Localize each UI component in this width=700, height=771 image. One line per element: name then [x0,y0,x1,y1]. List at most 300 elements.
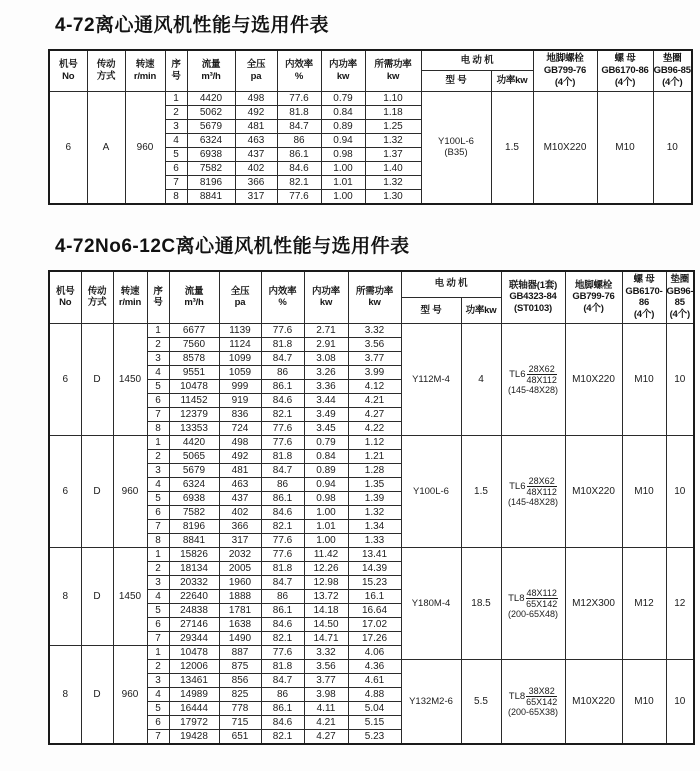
flow-rate: 5062 [187,105,235,119]
efficiency: 84.6 [261,506,304,520]
efficiency: 84.7 [277,119,321,133]
flow-rate: 20332 [169,576,219,590]
table-row [49,91,692,105]
coupler-spec [503,686,564,708]
efficiency: 82.1 [261,408,304,422]
cell-line: 流量 [201,58,221,70]
seq-no: 1 [147,646,169,660]
flow-rate: 16444 [169,702,219,716]
total-pressure: 437 [235,147,277,161]
speed: 1450 [113,548,147,646]
required-power: 4.61 [348,674,401,688]
flow-rate: 6677 [169,324,219,338]
header-cell [533,50,597,91]
drive-mode: A [87,91,125,204]
coupler [501,660,565,745]
total-pressure: 1960 [219,576,261,590]
internal-power: 11.42 [304,548,348,562]
cell-line: 序 [153,285,163,297]
seq-no: 6 [165,161,187,175]
flow-rate: 11452 [169,394,219,408]
flow-rate: 13353 [169,422,219,436]
flow-rate: 5679 [169,464,219,478]
efficiency: 86 [261,478,304,492]
motor-model [401,660,461,745]
efficiency: 77.6 [261,534,304,548]
cell-line: kw [368,297,381,309]
total-pressure: 366 [235,175,277,189]
header-cell [125,50,165,91]
anchor-bolt: M10X220 [565,660,622,745]
coupler-spec [503,476,564,498]
flow-rate: 12006 [169,660,219,674]
washer: 10 [666,436,694,548]
internal-power: 0.94 [321,133,365,147]
internal-power: 0.89 [304,464,348,478]
seq-no: 1 [147,436,169,450]
seq-no: 4 [147,366,169,380]
internal-power: 0.84 [321,105,365,119]
flow-rate: 6324 [187,133,235,147]
header-cell [219,271,261,324]
cell-line: kw [386,70,400,82]
total-pressure: 715 [219,716,261,730]
cell-line: 机号 [55,285,75,297]
total-pressure: 2005 [219,562,261,576]
total-pressure: 856 [219,674,261,688]
seq-no: 7 [147,632,169,646]
cell-line: (4个) [614,76,636,88]
machine-no: 6 [49,324,81,436]
internal-power: 3.32 [304,646,348,660]
seq-no: 4 [147,688,169,702]
internal-power: 12.98 [304,576,348,590]
efficiency: 86 [261,590,304,604]
cell-line: GB6170-86 [601,64,649,76]
required-power: 1.39 [348,492,401,506]
required-power: 1.37 [365,147,421,161]
header-cell-motor-group: 电 动 机 [401,271,501,298]
motor-power: 1.5 [461,436,501,548]
seq-no: 5 [165,147,187,161]
seq-no: 4 [147,478,169,492]
drive-mode: D [81,436,113,548]
efficiency: 81.8 [277,105,321,119]
table-body [49,324,694,745]
total-pressure: 463 [235,133,277,147]
required-power: 17.02 [348,618,401,632]
seq-no: 2 [147,660,169,674]
internal-power: 1.00 [304,506,348,520]
header-cell [113,271,147,324]
efficiency: 86 [277,133,321,147]
efficiency: 81.8 [261,660,304,674]
total-pressure: 492 [219,450,261,464]
required-power: 3.99 [348,366,401,380]
header-cell [653,50,692,91]
internal-power: 3.36 [304,380,348,394]
efficiency: 86 [261,366,304,380]
table1-title: 4-72离心通风机性能与选用件表 [55,15,330,36]
total-pressure: 481 [219,464,261,478]
total-pressure: 836 [219,408,261,422]
required-power: 1.35 [348,478,401,492]
fraction-denominator: 65X142 [526,599,558,610]
coupler-prefix: TL8 [508,592,525,604]
efficiency: 77.6 [261,436,304,450]
required-power: 3.56 [348,338,401,352]
motor-model [401,324,461,436]
internal-power: 4.21 [304,716,348,730]
seq-no: 6 [147,506,169,520]
required-power: 1.32 [365,133,421,147]
coupler-fraction [526,588,558,610]
total-pressure: 875 [219,660,261,674]
seq-no: 2 [147,562,169,576]
seq-no: 6 [147,716,169,730]
flow-rate: 18134 [169,562,219,576]
efficiency: 84.7 [261,674,304,688]
coupler-note: (145-48X28) [507,496,559,507]
cell-line: 序 [171,58,181,70]
cell-line: % [278,297,287,309]
flow-rate: 10478 [169,380,219,394]
required-power: 5.15 [348,716,401,730]
internal-power: 12.26 [304,562,348,576]
coupler-spec [503,588,564,610]
efficiency: 84.6 [261,618,304,632]
header-cell [147,271,169,324]
coupler [501,324,565,436]
seq-no: 1 [147,324,169,338]
machine-no: 8 [49,548,81,646]
cell-line: GB799-76 [572,291,615,303]
coupler-fraction [527,364,557,386]
speed: 960 [113,436,147,548]
nut: M12 [622,548,666,660]
flow-rate: 8196 [187,175,235,189]
efficiency: 77.6 [277,189,321,204]
seq-no: 8 [165,189,187,204]
table2-title: 4-72No6-12C离心通风机性能与选用件表 [55,235,410,257]
total-pressure: 402 [235,161,277,175]
flow-rate: 7560 [169,338,219,352]
coupler-note: (200-65X38) [507,706,559,717]
seq-no: 8 [147,534,169,548]
required-power: 13.41 [348,548,401,562]
cell-line: 方式 [87,297,107,309]
efficiency: 86.1 [261,380,304,394]
washer: 10 [666,660,694,745]
table-body [49,91,692,204]
cell-line: (4个) [669,309,690,321]
cell-line: 地脚螺栓 [574,279,613,291]
cell-line: 联轴器(1套) [508,279,558,291]
total-pressure: 1781 [219,604,261,618]
efficiency: 86 [261,688,304,702]
cell-line: 螺 母 [633,273,655,285]
total-pressure: 1490 [219,632,261,646]
total-pressure: 498 [235,91,277,105]
seq-no: 7 [147,730,169,745]
coupler-spec [503,364,564,386]
seq-no: 4 [165,133,187,147]
cell-line: pa [234,297,246,309]
cell-line: 垫圈 [670,273,690,285]
efficiency: 81.8 [261,450,304,464]
cell-line: kw [336,70,350,82]
cell-line: Y112M-4 [412,373,450,385]
nut: M10 [597,91,653,204]
cell-line: (4个) [633,309,655,321]
total-pressure: 1059 [219,366,261,380]
internal-power: 0.79 [304,436,348,450]
efficiency: 84.6 [261,716,304,730]
efficiency: 84.7 [261,464,304,478]
seq-no: 7 [165,175,187,189]
total-pressure: 463 [219,478,261,492]
header-cell: 功率kw [491,71,533,91]
required-power: 16.1 [348,590,401,604]
cell-line: Y132M2-6 [409,695,453,707]
cell-line: m³/h [201,70,221,82]
speed: 960 [113,646,147,745]
cell-line: 号 [171,70,181,82]
total-pressure: 317 [235,189,277,204]
required-power: 4.12 [348,380,401,394]
required-power: 3.32 [348,324,401,338]
efficiency: 84.6 [277,161,321,175]
total-pressure: 492 [235,105,277,119]
required-power: 4.06 [348,646,401,660]
seq-no: 6 [147,394,169,408]
flow-rate: 7582 [187,161,235,175]
required-power: 1.30 [365,189,421,204]
motor-model [401,548,461,660]
coupler [501,548,565,660]
seq-no: 3 [147,674,169,688]
seq-no: 7 [147,408,169,422]
efficiency: 77.6 [261,646,304,660]
seq-no: 3 [147,464,169,478]
total-pressure: 778 [219,702,261,716]
required-power: 5.04 [348,702,401,716]
seq-no: 8 [147,422,169,436]
internal-power: 13.72 [304,590,348,604]
efficiency: 84.6 [261,394,304,408]
flow-rate: 12379 [169,408,219,422]
internal-power: 0.94 [304,478,348,492]
flow-rate: 4420 [187,91,235,105]
header-row-1 [49,50,692,71]
total-pressure: 366 [219,520,261,534]
internal-power: 1.00 [304,534,348,548]
efficiency: 81.8 [261,338,304,352]
cell-line: GB6170-86 [625,285,663,309]
internal-power: 2.91 [304,338,348,352]
flow-rate: 9551 [169,366,219,380]
efficiency: 82.1 [261,632,304,646]
cell-line: (4个) [554,76,576,88]
flow-rate: 17972 [169,716,219,730]
header-cell [666,271,694,324]
cell-line: 转速 [135,58,155,70]
header-cell [501,271,565,324]
seq-no: 3 [165,119,187,133]
efficiency: 81.8 [261,562,304,576]
anchor-bolt: M10X220 [565,436,622,548]
total-pressure: 498 [219,436,261,450]
seq-no: 5 [147,380,169,394]
header-cell [169,271,219,324]
coupler-note: (145-48X28) [507,384,559,395]
flow-rate: 29344 [169,632,219,646]
flow-rate: 22640 [169,590,219,604]
drive-mode: D [81,646,113,745]
cell-line: (ST0103) [513,303,552,315]
cell-line: 内效率 [285,58,313,70]
anchor-bolt: M12X300 [565,548,622,660]
table-row [49,324,694,338]
header-cell [165,50,187,91]
required-power: 17.26 [348,632,401,646]
flow-rate: 6938 [187,147,235,161]
cell-line: 转速 [120,285,140,297]
fraction-numerator: 48X112 [526,587,557,598]
efficiency: 86.1 [261,702,304,716]
required-power: 16.64 [348,604,401,618]
coupler-prefix: TL8 [508,690,526,702]
header-cell [87,50,125,91]
total-pressure: 1139 [219,324,261,338]
cell-line: 全压 [246,58,266,70]
anchor-bolt: M10X220 [533,91,597,204]
header-cell [49,271,81,324]
required-power: 1.10 [365,91,421,105]
seq-no: 5 [147,702,169,716]
performance-table-2 [48,270,695,746]
required-power: 1.18 [365,105,421,119]
required-power: 14.39 [348,562,401,576]
required-power: 1.21 [348,450,401,464]
cell-line: kw [319,297,333,309]
cell-line: GB4323-84 [509,291,557,303]
total-pressure: 887 [219,646,261,660]
motor-power: 5.5 [461,660,501,745]
motor-power: 1.5 [491,91,533,204]
header-cell [49,50,87,91]
seq-no: 2 [147,338,169,352]
coupler [501,436,565,548]
efficiency: 82.1 [261,730,304,745]
header-row-1 [49,271,694,298]
cell-line: Y100L-6 [413,485,449,497]
efficiency: 86.1 [261,492,304,506]
efficiency: 77.6 [261,422,304,436]
required-power: 1.25 [365,119,421,133]
internal-power: 1.01 [321,175,365,189]
seq-no: 3 [147,576,169,590]
drive-mode: D [81,324,113,436]
header-cell-motor-group: 电 动 机 [421,50,533,71]
cell-line: GB96-85 [666,285,694,309]
cell-line: (4个) [662,76,683,88]
cell-line: 内功率 [312,285,340,297]
fraction-denominator: 65X142 [526,697,558,708]
machine-no: 6 [49,91,87,204]
internal-power: 0.98 [321,147,365,161]
required-power: 1.32 [348,506,401,520]
coupler-fraction [526,686,557,708]
cell-line: m³/h [184,297,204,309]
internal-power: 3.98 [304,688,348,702]
internal-power: 0.98 [304,492,348,506]
efficiency: 82.1 [261,520,304,534]
flow-rate: 13461 [169,674,219,688]
internal-power: 3.44 [304,394,348,408]
flow-rate: 5679 [187,119,235,133]
flow-rate: 27146 [169,618,219,632]
seq-no: 6 [147,618,169,632]
table-row [49,436,694,450]
required-power: 15.23 [348,576,401,590]
header-cell [304,271,348,324]
header-cell: 型 号 [401,298,461,324]
cell-line: r/min [118,297,142,309]
seq-no: 4 [147,590,169,604]
motor-power: 4 [461,324,501,436]
flow-rate: 5065 [169,450,219,464]
cell-line: pa [250,70,262,82]
seq-no: 2 [165,105,187,119]
washer: 10 [666,324,694,436]
flow-rate: 10478 [169,646,219,660]
required-power: 5.23 [348,730,401,745]
seq-no: 2 [147,450,169,464]
header-cell [187,50,235,91]
nut: M10 [622,660,666,745]
header-cell [261,271,304,324]
flow-rate: 8196 [169,520,219,534]
internal-power: 3.56 [304,660,348,674]
cell-line: Y180M-4 [411,597,451,609]
seq-no: 7 [147,520,169,534]
cell-line: 螺 母 [614,53,636,64]
flow-rate: 6938 [169,492,219,506]
internal-power: 14.71 [304,632,348,646]
internal-power: 3.08 [304,352,348,366]
cell-line: GB96-85 [653,64,691,76]
total-pressure: 825 [219,688,261,702]
total-pressure: 481 [235,119,277,133]
flow-rate: 19428 [169,730,219,745]
flow-rate: 4420 [169,436,219,450]
flow-rate: 24838 [169,604,219,618]
required-power: 1.28 [348,464,401,478]
motor-power: 18.5 [461,548,501,660]
cell-line: 内功率 [329,58,357,70]
cell-line: (4个) [583,303,604,315]
fraction-numerator: 38X82 [526,686,557,697]
nut: M10 [622,436,666,548]
internal-power: 1.00 [321,161,365,175]
cell-line: 地脚螺栓 [546,53,584,64]
cell-line: 传动 [96,58,116,70]
cell-line: 传动 [87,285,107,297]
header-cell [277,50,321,91]
total-pressure: 999 [219,380,261,394]
internal-power: 1.01 [304,520,348,534]
